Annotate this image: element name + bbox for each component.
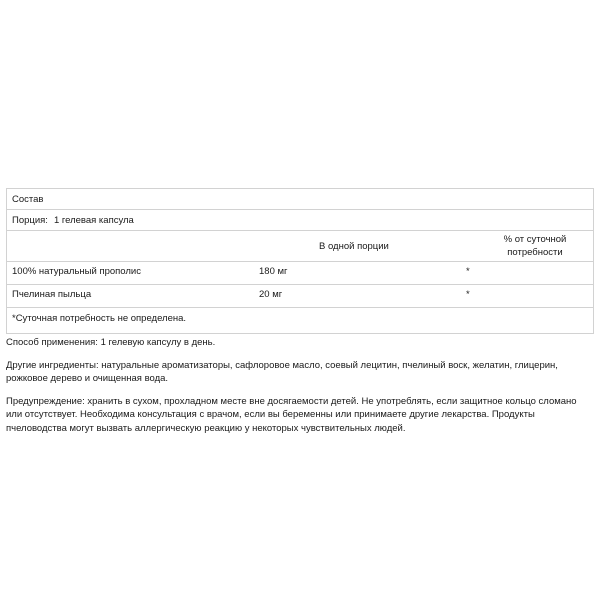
ingredient-amount: 180 мг [259,266,288,277]
product-notes [6,336,594,445]
supplement-facts-table [6,188,594,334]
footnote-row [7,308,593,333]
facts-title-row [7,189,593,210]
ingredient-daily-value: * [466,266,470,277]
facts-title: Состав [12,194,44,205]
ingredient-row [7,285,593,308]
ingredient-amount: 20 мг [259,289,283,300]
ingredient-name: Пчелиная пыльца [12,289,92,300]
warning-text: Предупреждение: хранить в сухом, прохладном месте вне досягаемости детей. Не употреблять, если защитное кольцо сломано или отсутствует. Необходима консультация с врачом, если вы беременны или принимаете другие лекарства. Продукты пчеловодства могут вызвать аллергическую реакцию у некоторых чувствительных людей. [6,396,577,434]
serving-size-value: 1 гелевая капсула [53,215,134,226]
header-per-serving: В одной порции [319,241,389,252]
ingredient-name: 100% натуральный прополис [12,266,141,277]
serving-size [12,215,134,227]
ingredient-row [7,262,593,285]
usage-instructions: Способ применения: 1 гелевую капсулу в день. [6,337,216,348]
daily-value-footnote: *Суточная потребность не определена. [12,313,187,324]
other-ingredients: Другие ингредиенты: натуральные ароматизаторы, сафлоровое масло, соевый лецитин, пчелиный воск, желатин, глицерин, рожковое дерево и очищенная вода. [6,360,558,385]
serving-size-label: Порция: [12,215,48,226]
header-daily-value: % от суточной потребности [503,234,567,258]
column-header-row [7,231,593,262]
serving-size-row [7,210,593,231]
ingredient-daily-value: * [466,289,470,300]
